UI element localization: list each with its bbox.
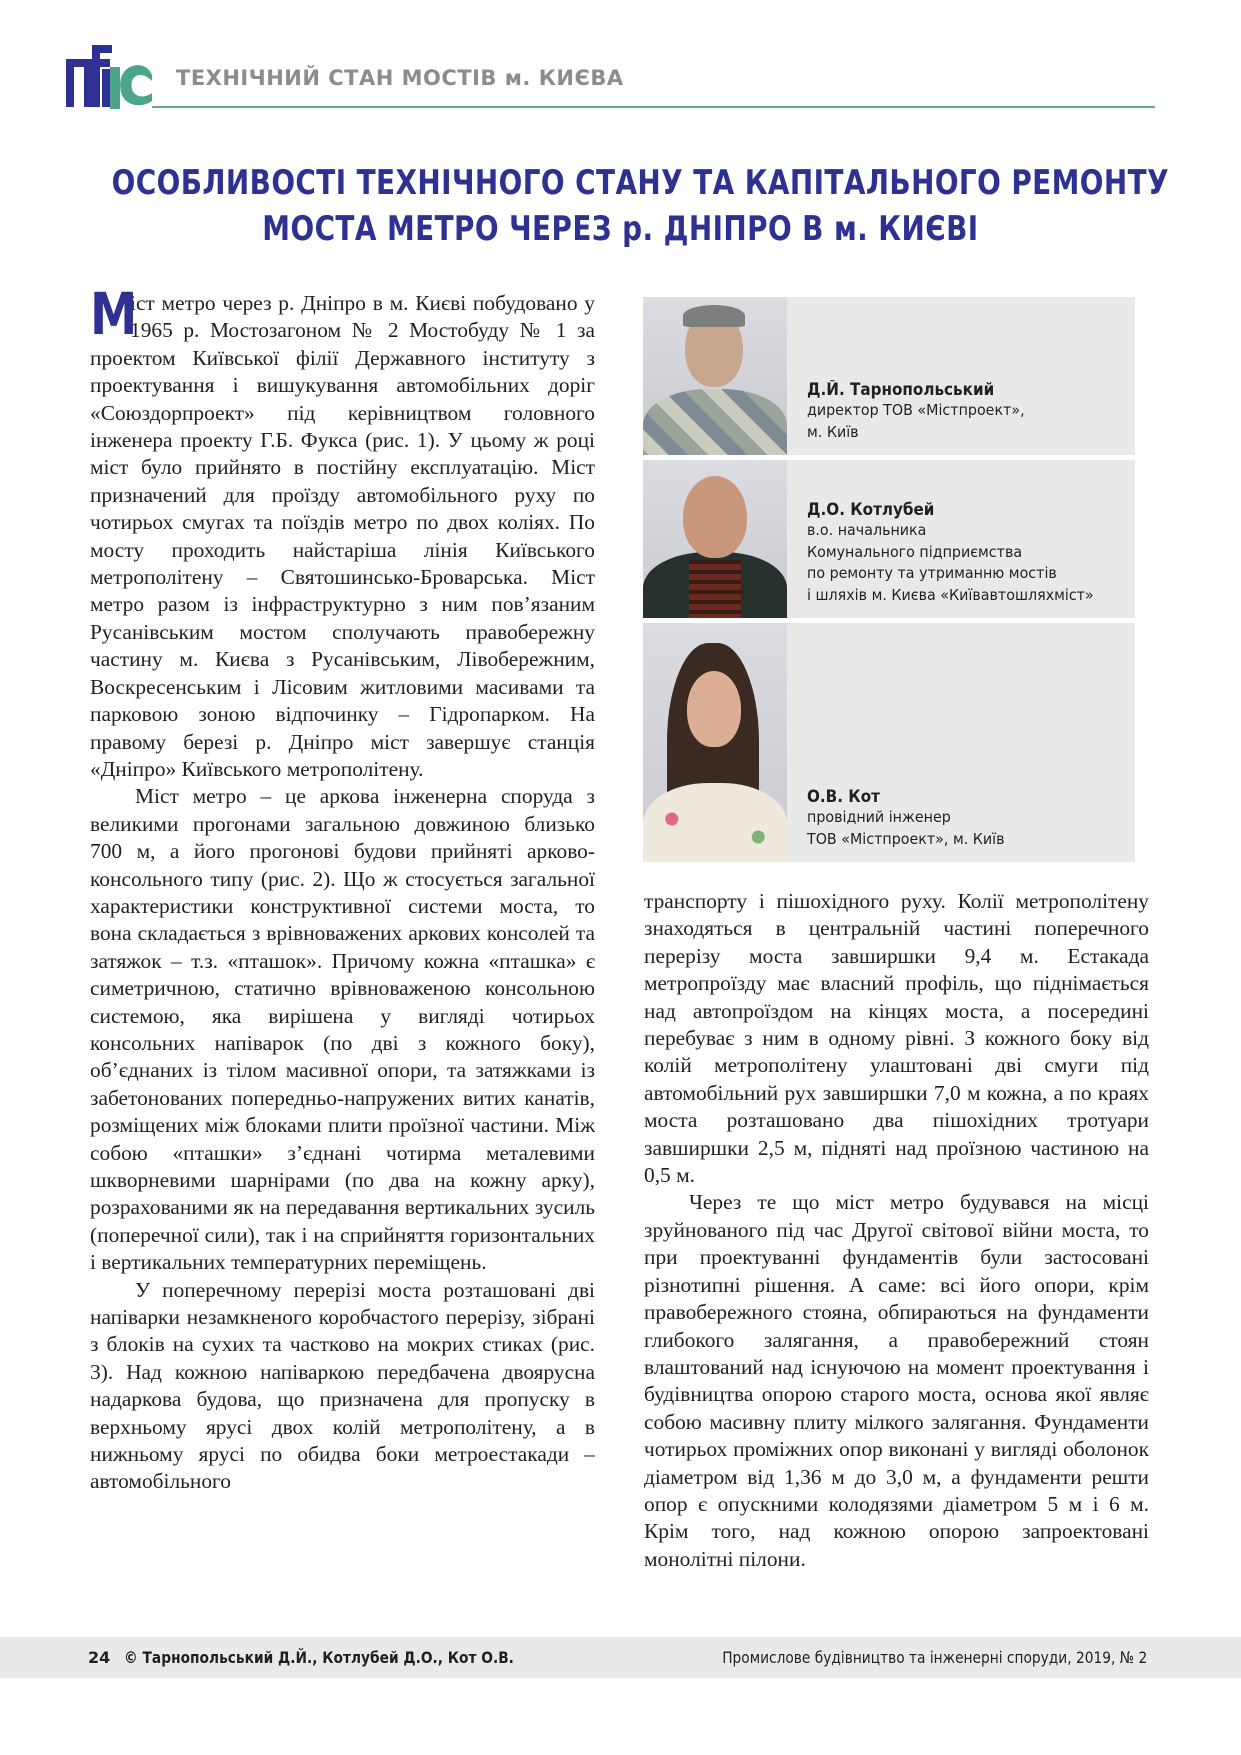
author-card <box>643 623 1135 862</box>
paragraph-3: У поперечному перерізі моста розташовані дві напіварки незамкненого коробчастого перерізу, зібрані з блоків на сухих та частково на мокрих стиках (рис. 3). Над кожною напіваркою передбачена двоярусна надаркова будова, що призначена для пропуску в верхньому ярусі двох колій метрополітену, а в нижньому ярусі по обидва боки метроестакади – автомобільного <box>90 1277 595 1494</box>
article-title <box>111 160 1169 252</box>
copyright-notice: © Тарнопольський Д.Й., Котлубей Д.О., Кот О.В. <box>124 1648 514 1667</box>
author-photo <box>643 460 787 618</box>
author-photo <box>643 623 787 862</box>
author-info <box>787 460 1135 618</box>
author-role-line: провідний інженер <box>807 808 951 826</box>
paragraph-2: Міст метро – це аркова інженерна споруда з великими прогонами загальною довжиною близько 700 м, а його прогонові будови прийняті арково-консольного типу (рис. 2). Що ж стосується загальної характеристики конструктивної системи моста, то вона складається з врівноважених аркових консолей та затяжок – т.з. «пташок». Причому кожна «пташка» є симетричною, статично врівноваженою консольною системою, яка вирішена у вигляді чотирьох консольних напіварок (по дві з кожного боку), об’єднаних із тілом масивної опори, та затяжками із забетонованих попередньо-напружених витих канатів, розміщених між блоками плити проїзної частини. Між собою «пташки» з’єднані чотирма металевими шкворневими шарнірами (по два на кожну арку), розрахованими як на передавання вертикальних зусиль (поперечної сили), так і на сприйняття горизонтальних і вертикальних температурних переміщень. <box>90 784 595 1275</box>
blouse-shape <box>643 783 787 862</box>
page-footer <box>0 1637 1241 1678</box>
author-role-line: ТОВ «Містпроект», м. Київ <box>807 829 1005 848</box>
author-card <box>643 460 1135 618</box>
author-role-line: в.о. начальника <box>807 521 927 539</box>
shirt-shape <box>689 560 741 618</box>
author-card <box>643 297 1135 455</box>
title-line-1: ОСОБЛИВОСТІ ТЕХНІЧНОГО СТАНУ ТА КАПІТАЛЬНОГО РЕМОНТУ <box>111 163 1169 203</box>
paragraph-4: транспорту і пішохідного руху. Колії метрополітену знаходяться в центральній частині поперечного перерізу моста завширшки 9,4 м. Естакада метропроїзду має власний профіль, що піднімається над автопроїздом на кінцях моста, а посередині перебуває з ним в одному рівні. З кожного боку від колій метрополітену улаштовані дві смуги під автомобільний рух завширшки 7,0 м кожна, а по краях моста розташовано два пішохідних тротуари завширшки 2,5 м, підняті над проїзною частиною на 0,5 м. <box>644 889 1149 1188</box>
author-role-line: м. Київ <box>807 422 859 441</box>
logo-mark-icon <box>66 45 152 109</box>
face-shape <box>683 476 747 558</box>
author-name: О.В. Кот <box>807 786 880 806</box>
journal-logo <box>66 45 152 109</box>
running-head: ТЕХНІЧНИЙ СТАН МОСТІВ м. КИЄВА <box>176 66 624 90</box>
author-photo <box>643 297 787 455</box>
journal-citation: Промислове будівництво та інженерні споруди, 2019, № 2 <box>721 1648 1147 1667</box>
author-name: Д.О. Котлубей <box>807 499 935 519</box>
author-role-line: директор ТОВ «Містпроект», <box>807 401 1025 419</box>
author-name: Д.Й. Тарнопольський <box>807 379 995 399</box>
drop-cap: М <box>90 280 138 348</box>
hair-shape <box>683 305 745 327</box>
paragraph-5: Через те що міст метро будувався на місці зруйнованого під час Другої світової війни моста, то при проектуванні фундаментів були застосовані різнотипні рішення. А саме: всі його опори, крім правобережного стояна, обпираються на фундаменти глибокого залягання, а правобережний стоян влаштований над існуючою на момент проектування і будівництва опорою старого моста, основа якої являє собою масивну плиту мілкого залягання. Фундаменти чотирьох проміжних опор виконані у вигляді оболонок діаметром від 1,36 м до 3,0 м, а фундаменти решти опор є опускними колодязями діаметром 5 м і 6 м. Крім того, над кожною опорою запроектовані монолітні пілони. <box>644 1190 1149 1571</box>
left-column <box>90 280 595 1496</box>
paragraph-1-text: іст метро через р. Дніпро в м. Києві побудовано у 1965 р. Мостозагоном № 2 Мостобуду № 1 за проектом Київської філії Державного інституту з проектування і вишукування автомобільних доріг «Союздорпроект» під керівництвом головного інженера проекту Г.Б. Фукса (рис. 1). У цьому ж році міст було прийнято в постійну експлуатацію. Міст призначений для проїзду автомобільного руху по чотирьох смугах та поїздів метро по двох коліях. По мосту проходить найстаріша лінія Київського метрополітену – Святошинсько-Броварська. Міст метро разом із інфраструктурно з ним пов’язаним Русанівським мостом сполучають правобережну частину м. Києва з Русанівським, Лівобережним, Воскресенським і Лісовим житловими масивами та парковою зоною відпочинку – Гідропарком. На правому березі р. Дніпро міст завершує станція «Дніпро» Київського метрополітену. <box>90 291 595 781</box>
sweater-shape <box>643 389 787 455</box>
page-number: 24 <box>88 1648 111 1667</box>
right-column <box>644 888 1149 1573</box>
author-info <box>787 297 1135 455</box>
title-line-2: МОСТА МЕТРО ЧЕРЕЗ р. ДНІПРО В м. КИЄВІ <box>262 209 979 249</box>
author-cards <box>643 297 1135 867</box>
paragraph-1 <box>90 280 595 783</box>
author-role-line: і шляхів м. Києва «Київавтошляхміст» <box>807 585 1094 604</box>
header-rule <box>152 106 1155 108</box>
author-role-line: Комунального підприємства <box>807 542 1023 561</box>
face-shape <box>687 671 741 747</box>
author-role-line: по ремонту та утриманню мостів <box>807 564 1057 582</box>
author-info <box>787 623 1135 862</box>
